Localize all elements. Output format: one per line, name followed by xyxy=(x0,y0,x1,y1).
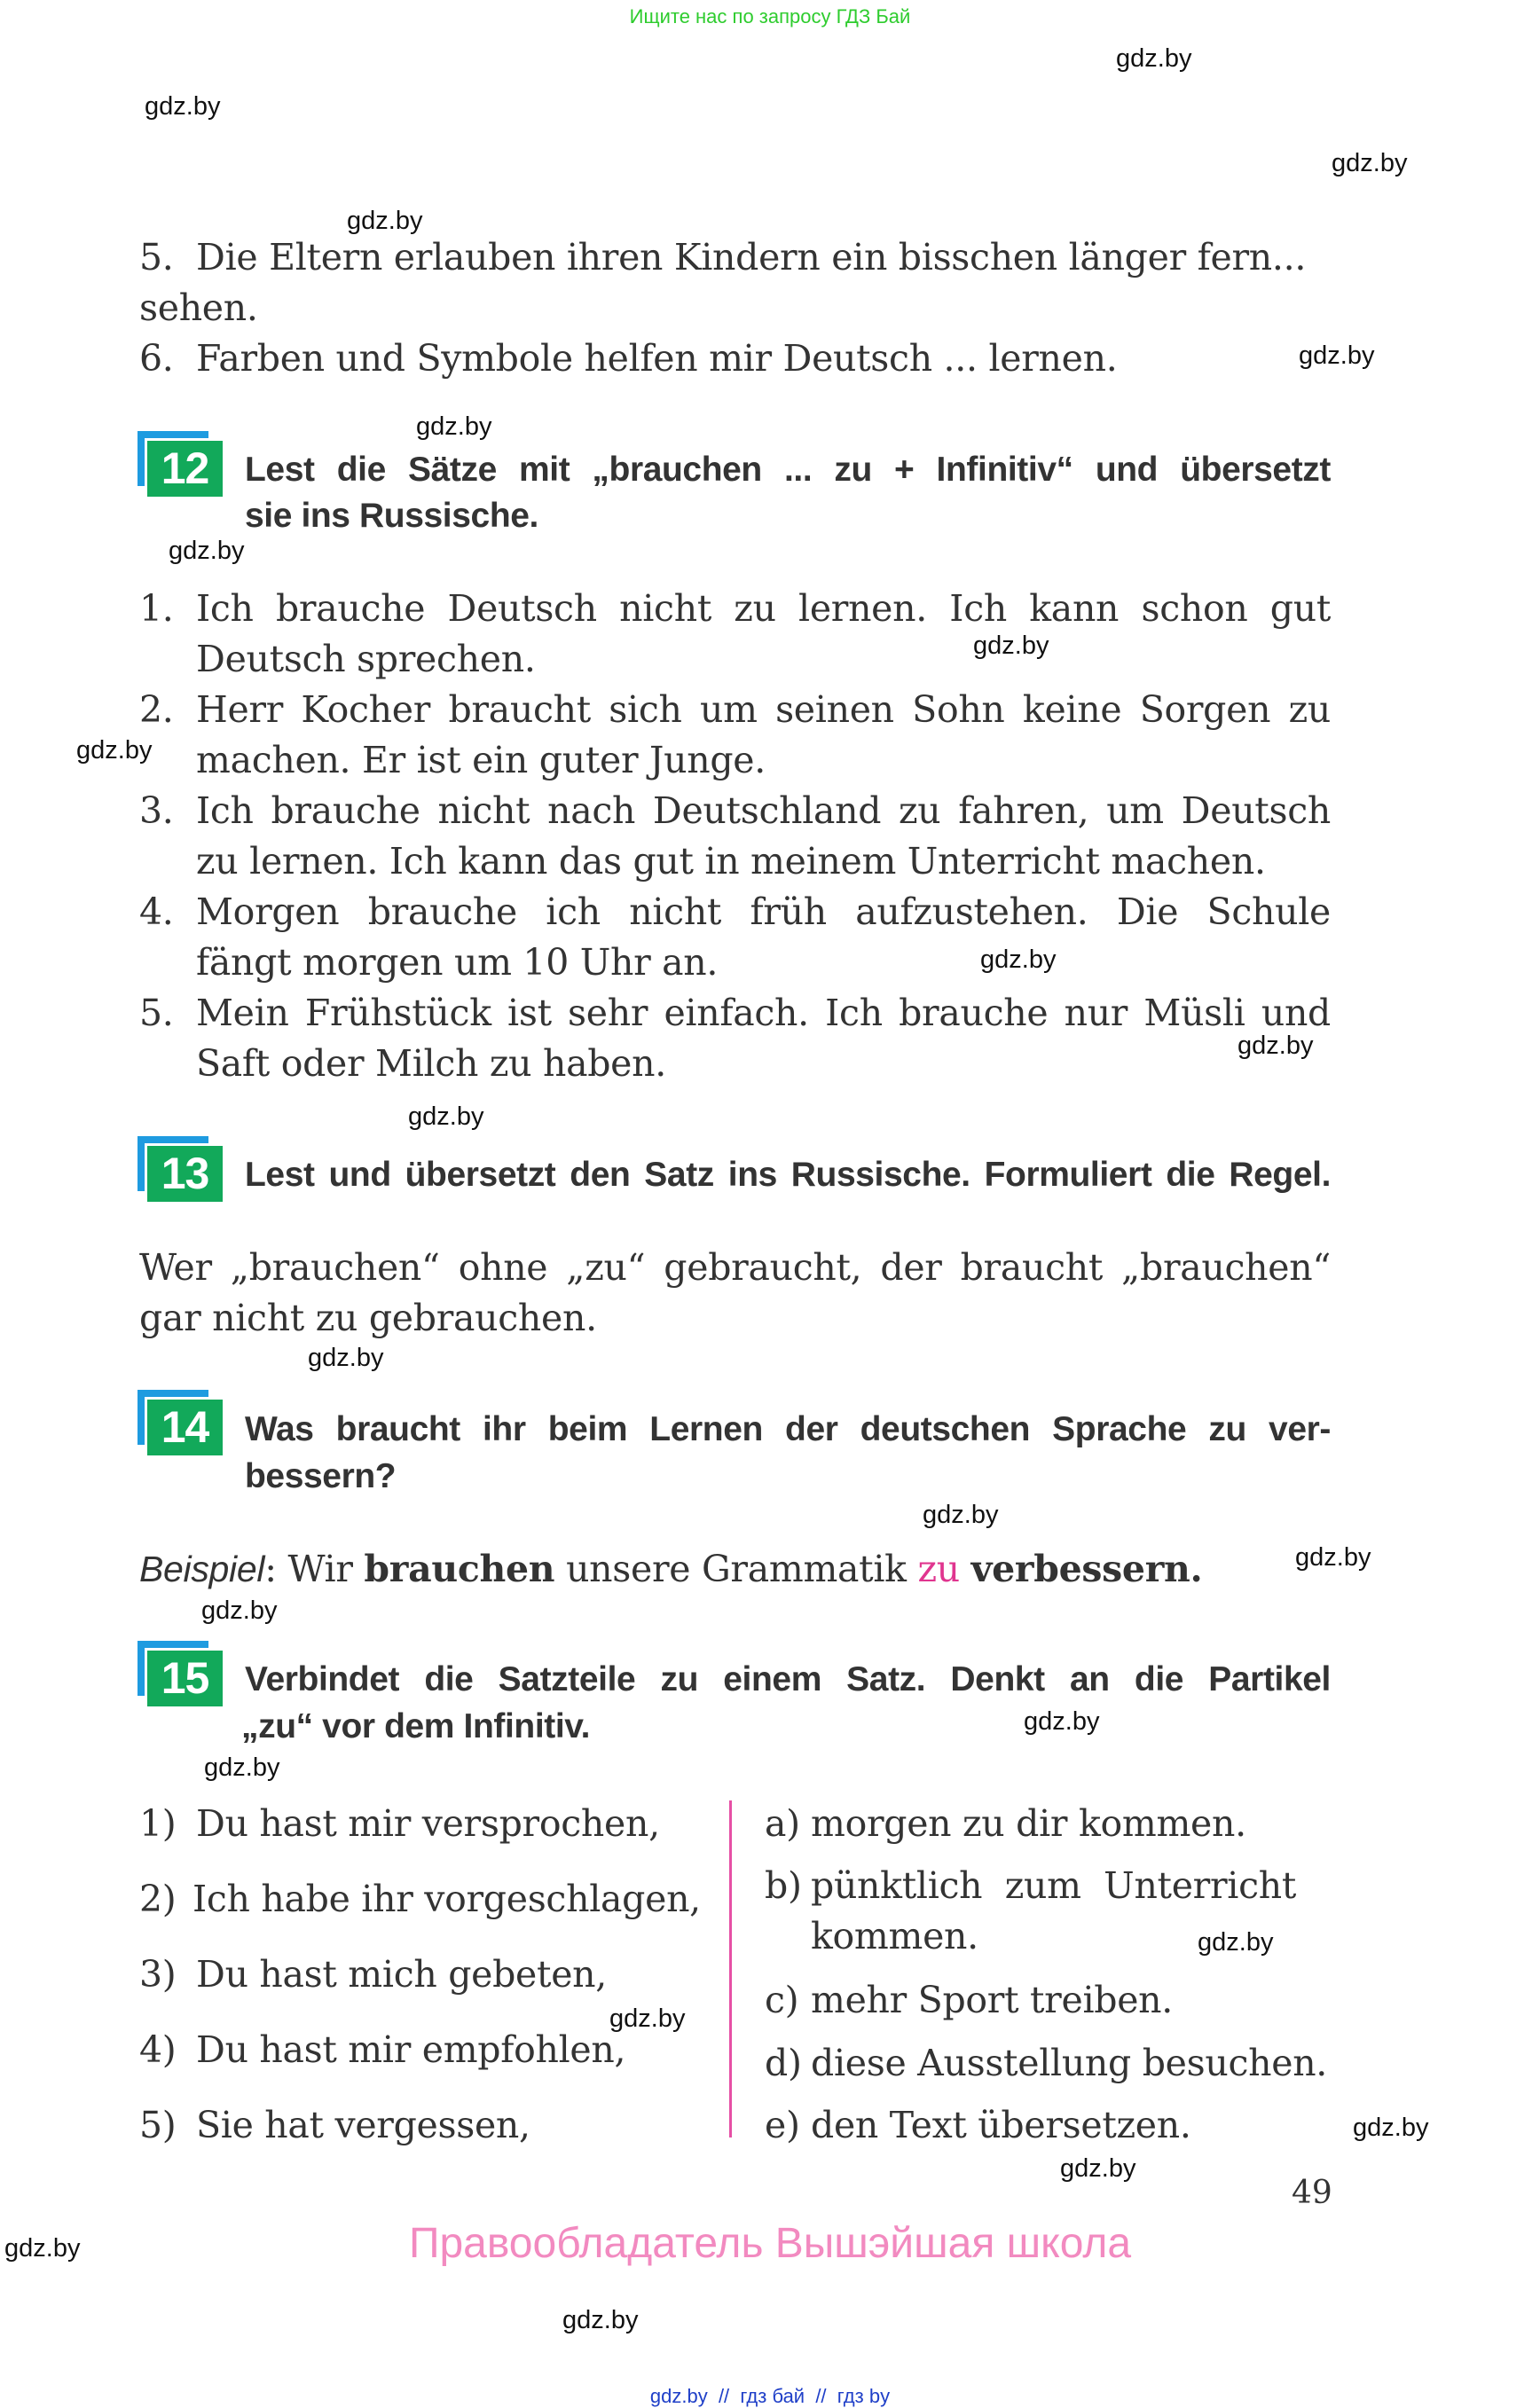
exercise-number: 15 xyxy=(145,1648,223,1706)
example-infinitive: verbessern. xyxy=(970,1548,1203,1590)
exercise-12-item-5-line2: Saft oder Milch zu haben. xyxy=(196,1042,666,1085)
exercise-12-task-line1: Lest die Sätze mit „brauchen ... zu + Infinitiv“ und übersetzt xyxy=(245,451,1331,489)
exercise-12-item-2-line2: machen. Er ist ein guter Junge. xyxy=(196,739,766,781)
item-text: Mein Frühstück ist sehr einfach. Ich brauche nur Müsli und xyxy=(196,992,1331,1034)
exercise-12-item-3-line2: zu lernen. Ich kann das gut in meinem Unterricht machen. xyxy=(196,840,1266,882)
item-letter: c) xyxy=(765,1979,799,2021)
exercise-12-item-1-line2: Deutsch sprechen. xyxy=(196,638,536,680)
match-left-2 xyxy=(139,1878,701,1920)
item-number: 5) xyxy=(139,2104,177,2146)
exercise-12-item-1 xyxy=(139,587,1331,630)
exercise-13-rule-line1: Wer „brauchen“ ohne „zu“ gebraucht, der braucht „brauchen“ xyxy=(139,1246,1331,1289)
match-right-b-line2: kommen. xyxy=(811,1915,978,1957)
watermark: gdz.by xyxy=(973,631,1049,660)
watermark: gdz.by xyxy=(145,92,221,121)
item-number: 4. xyxy=(139,890,174,933)
match-left-3 xyxy=(139,1953,607,1996)
exercise-number: 12 xyxy=(145,438,223,497)
watermark: gdz.by xyxy=(923,1501,999,1529)
page-number: 49 xyxy=(1292,2175,1332,2211)
exercise-number: 14 xyxy=(145,1397,223,1455)
watermark: gdz.by xyxy=(308,1344,384,1372)
match-right-c xyxy=(765,1979,1174,2021)
watermark: gdz.by xyxy=(347,207,423,235)
item-number: 6. xyxy=(139,337,174,380)
column-divider xyxy=(729,1800,732,2137)
item-number: 1) xyxy=(139,1802,177,1845)
match-right-b xyxy=(765,1864,1297,1907)
exercise-12-item-2 xyxy=(139,688,1331,731)
item-text: Ich habe ihr vorgeschlagen, xyxy=(192,1878,701,1920)
item-letter: e) xyxy=(765,2104,800,2146)
match-left-4 xyxy=(139,2028,626,2071)
exercise-14-task-line2: bessern? xyxy=(245,1457,397,1495)
match-left-1 xyxy=(139,1802,660,1845)
continued-item-5 xyxy=(139,236,1307,278)
item-text: Sie hat vergessen, xyxy=(196,2104,530,2146)
match-right-e xyxy=(765,2104,1191,2146)
watermark: gdz.by xyxy=(416,412,492,441)
item-number: 3. xyxy=(139,789,174,832)
watermark: gdz.by xyxy=(1238,1031,1314,1060)
watermark: gdz.by xyxy=(1198,1928,1274,1957)
watermark: gdz.by xyxy=(408,1102,484,1131)
exercise-15-task-line2: „zu“ vor dem Infinitiv. xyxy=(241,1707,591,1745)
exercise-12-item-5 xyxy=(139,992,1331,1034)
item-letter: d) xyxy=(765,2042,802,2084)
item-text: diese Ausstellung besuchen. xyxy=(811,2042,1328,2084)
item-number: 1. xyxy=(139,587,174,630)
watermark: gdz.by xyxy=(1024,1707,1100,1736)
item-number: 2. xyxy=(139,688,174,731)
item-text: Die Eltern erlauben ihren Kindern ein bisschen länger fern... xyxy=(196,236,1307,278)
exercise-13-rule-line2: gar nicht zu gebrauchen. xyxy=(139,1297,597,1339)
exercise-13-task: Lest und übersetzt den Satz ins Russische. Formuliert die Regel. xyxy=(245,1156,1331,1194)
continued-item-6 xyxy=(139,337,1118,380)
copyright-footer: Правообладатель Вышэйшая школа xyxy=(408,2220,1132,2267)
exercise-14-task-line1: Was braucht ihr beim Lernen der deutschen Sprache zu ver- xyxy=(245,1410,1331,1448)
item-text: mehr Sport treiben. xyxy=(811,1979,1174,2021)
item-text: Ich brauche nicht nach Deutschland zu fahren, um Deutsch xyxy=(196,789,1331,832)
watermark: gdz.by xyxy=(204,1753,280,1782)
item-text: Farben und Symbole helfen mir Deutsch ... lernen. xyxy=(196,337,1118,380)
item-number: 5. xyxy=(139,992,174,1034)
watermark: gdz.by xyxy=(980,945,1057,974)
exercise-12-item-4 xyxy=(139,890,1331,933)
item-text: Morgen brauche ich nicht früh aufzustehen. Die Schule xyxy=(196,890,1331,933)
exercise-15-task-line1: Verbindet die Satzteile zu einem Satz. Denkt an die Partikel xyxy=(245,1660,1331,1698)
item-text: Ich brauche Deutsch nicht zu lernen. Ich kann schon gut xyxy=(196,587,1331,630)
item-number: 4) xyxy=(139,2028,177,2071)
exercise-13-badge xyxy=(138,1136,223,1204)
example-object: unsere Grammatik xyxy=(566,1548,907,1590)
watermark: gdz.by xyxy=(562,2306,639,2334)
watermark: gdz.by xyxy=(1060,2154,1136,2183)
watermark: gdz.by xyxy=(4,2234,81,2263)
item-text: Du hast mir empfohlen, xyxy=(196,2028,626,2071)
exercise-12-item-4-line2: fängt morgen um 10 Uhr an. xyxy=(196,941,719,984)
item-text: den Text übersetzen. xyxy=(811,2104,1191,2146)
example-word: Wir xyxy=(287,1548,353,1590)
item-number: 5. xyxy=(139,236,174,278)
item-text: Du hast mich gebeten, xyxy=(196,1953,607,1996)
exercise-12-item-3 xyxy=(139,789,1331,832)
item-text: Du hast mir versprochen, xyxy=(196,1802,660,1845)
watermark: gdz.by xyxy=(609,2004,686,2033)
match-right-d xyxy=(765,2042,1328,2084)
top-banner: Ищите нас по запросу ГДЗ Бай xyxy=(629,5,911,27)
item-text: Herr Kocher braucht sich um seinen Sohn keine Sorgen zu xyxy=(196,688,1331,731)
exercise-12-badge xyxy=(138,431,223,498)
example-particle-zu: zu xyxy=(917,1548,960,1590)
item-letter: b) xyxy=(765,1864,802,1907)
example-colon: : xyxy=(264,1548,277,1590)
exercise-12-task-line2: sie ins Russische. xyxy=(245,497,538,535)
example-label: Beispiel xyxy=(139,1549,265,1589)
exercise-14-example xyxy=(139,1548,1203,1590)
item-text: morgen zu dir kommen. xyxy=(811,1802,1246,1845)
exercise-number: 13 xyxy=(145,1143,223,1202)
item-text: pünktlich zum Unterricht xyxy=(811,1864,1297,1907)
item-number: 2) xyxy=(139,1878,177,1920)
watermark: gdz.by xyxy=(1299,341,1375,370)
match-left-5 xyxy=(139,2104,530,2146)
watermark: gdz.by xyxy=(1332,149,1408,177)
item-number: 3) xyxy=(139,1953,177,1996)
watermark: gdz.by xyxy=(169,537,245,565)
match-right-a xyxy=(765,1802,1246,1845)
exercise-15-badge xyxy=(138,1641,223,1708)
watermark: gdz.by xyxy=(76,736,153,765)
site-links-footer[interactable]: gdz.by // гдз бай // гдз by xyxy=(649,2385,891,2407)
watermark: gdz.by xyxy=(1353,2114,1429,2142)
item-letter: a) xyxy=(765,1802,800,1845)
example-verb-brauchen: brauchen xyxy=(364,1548,555,1590)
continued-item-5-line2: sehen. xyxy=(139,286,258,329)
exercise-14-badge xyxy=(138,1390,223,1457)
watermark: gdz.by xyxy=(1116,44,1192,73)
watermark: gdz.by xyxy=(201,1596,278,1625)
watermark: gdz.by xyxy=(1295,1543,1371,1572)
